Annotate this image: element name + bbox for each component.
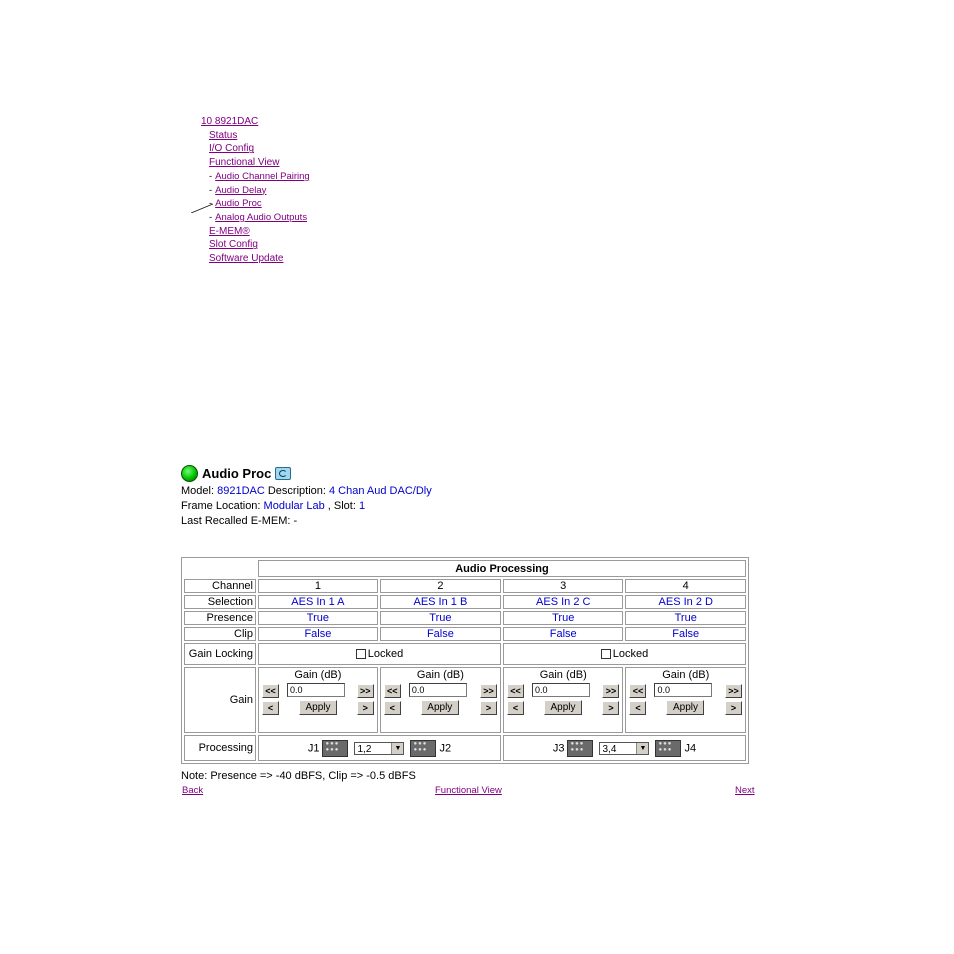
nav-status-link[interactable]: Status [209,129,238,141]
status-led-icon [181,465,198,482]
dash: - [209,211,213,223]
gain-db-label: Gain (dB) [416,669,464,681]
module-info [181,484,432,529]
footer-functional-view [435,785,502,796]
nav-subitem [201,184,310,198]
presence-label: Presence [184,611,256,625]
channel-3-gain-input[interactable] [532,683,590,697]
model-label: Model: [181,485,215,497]
callout-pointer-line [191,203,213,213]
apply-button[interactable]: Apply [421,700,459,715]
gain-fast-down-button[interactable]: << [507,684,524,698]
channel-1-number: 1 [258,579,378,593]
connector-j3-icon [567,740,593,757]
frame-value: Modular Lab [263,500,325,512]
nav-emem-link[interactable]: E-MEM® [209,225,250,237]
table-title: Audio Processing [258,560,746,577]
connector-j4-icon [655,740,681,757]
gain-lock-12 [258,643,501,665]
refresh-icon[interactable] [275,467,291,480]
nav-subitem [201,197,310,211]
locked-label: Locked [612,648,649,660]
apply-button[interactable]: Apply [299,700,337,715]
pair-34-value: 3,4 [602,743,617,755]
gain-down-button[interactable]: < [507,701,524,715]
channel-1-gain-input[interactable] [287,683,345,697]
clip-label: Clip [184,627,256,641]
locked-label: Locked [367,648,404,660]
gain-fast-up-button[interactable]: >> [725,684,742,698]
gain-up-button[interactable]: > [602,701,619,715]
slot-value: 1 [358,500,366,512]
pair-12-value: 1,2 [357,743,372,755]
footer-back [182,785,203,796]
channel-2-presence: True [380,611,501,625]
description-value: 4 Chan Aud DAC/Dly [329,485,432,497]
channel-4-number: 4 [625,579,746,593]
j4-label: J4 [684,741,697,754]
nav-subitem [201,170,310,184]
gain-db-label: Gain (dB) [539,669,587,681]
channel-3-clip: False [503,627,624,641]
table-row [184,579,746,593]
table-row [184,667,746,733]
channel-4-selection: AES In 2 D [625,595,746,609]
j2-label: J2 [439,741,452,754]
gain-down-button[interactable]: < [629,701,646,715]
nav-subitem [201,211,310,225]
processing-label: Processing [184,735,256,761]
nav-tree [201,115,310,266]
dash: - [209,198,213,210]
channel-3-number: 3 [503,579,624,593]
functional-view-link[interactable]: Functional View [435,785,502,796]
description-label: Description: [267,485,326,497]
page-title: Audio Proc [202,465,272,481]
channel-1-selection: AES In 1 A [258,595,378,609]
apply-button[interactable]: Apply [666,700,704,715]
table-row [184,627,746,641]
channel-4-clip: False [625,627,746,641]
channel-label: Channel [184,579,256,593]
nav-root-link[interactable]: 10 8921DAC [201,116,259,127]
gain-lock-34-checkbox[interactable] [601,649,611,659]
selection-label: Selection [184,595,256,609]
channel-3-presence: True [503,611,624,625]
nav-audio-proc-link[interactable]: Audio Proc [215,198,262,210]
table-row [184,643,746,665]
j3-label: J3 [552,741,565,754]
gain-down-button[interactable]: < [384,701,401,715]
gain-db-label: Gain (dB) [662,669,710,681]
nav-slot-config-link[interactable]: Slot Config [209,239,258,251]
gain-fast-down-button[interactable]: << [262,684,279,698]
channel-2-clip: False [380,627,501,641]
gain-fast-up-button[interactable]: >> [357,684,374,698]
nav-functional-view-link[interactable]: Functional View [209,157,280,169]
gain-up-button[interactable]: > [357,701,374,715]
empty-corner [184,560,256,577]
gain-fast-up-button[interactable]: >> [602,684,619,698]
gain-down-button[interactable]: < [262,701,279,715]
gain-fast-down-button[interactable]: << [629,684,646,698]
gain-fast-up-button[interactable]: >> [480,684,497,698]
note-text: Note: Presence => -40 dBFS, Clip => -0.5 dBFS [181,770,416,782]
nav-software-update-link[interactable]: Software Update [209,253,284,265]
channel-4-gain-input[interactable] [654,683,712,697]
gain-lock-34 [503,643,746,665]
recalled-label: Last Recalled E-MEM: [181,515,291,527]
connector-j2-icon [410,740,436,757]
channel-3-selection: AES In 2 C [503,595,624,609]
slot-label: , Slot: [327,500,356,512]
nav-analog-audio-outputs-link[interactable]: Analog Audio Outputs [215,211,308,223]
gain-fast-down-button[interactable]: << [384,684,401,698]
back-link[interactable]: Back [182,785,204,796]
page-header [181,464,432,529]
gain-up-button[interactable]: > [725,701,742,715]
nav-io-config-link[interactable]: I/O Config [209,143,255,155]
table-row [184,735,746,761]
channel-4-presence: True [625,611,746,625]
processing-12 [258,735,501,761]
processing-34 [503,735,746,761]
connector-j1-icon [322,740,348,757]
next-link[interactable]: Next [735,785,755,796]
model-value: 8921DAC [217,485,265,497]
channel-2-selection: AES In 1 B [380,595,501,609]
table-row [184,595,746,609]
j1-label: J1 [307,741,320,754]
channel-2-gain-input[interactable] [409,683,467,697]
apply-button[interactable]: Apply [544,700,582,715]
channel-1-presence: True [258,611,378,625]
chevron-down-icon[interactable]: ▼ [636,743,648,754]
channel-4-gain-control [625,667,746,733]
gain-up-button[interactable]: > [480,701,497,715]
channel-1-clip: False [258,627,378,641]
dash: - [209,170,213,182]
pair-12-select[interactable] [354,742,404,755]
channel-3-gain-control [503,667,624,733]
nav-audio-channel-pairing-link[interactable]: Audio Channel Pairing [215,170,310,182]
audio-processing-table [181,557,749,764]
frame-label: Frame Location: [181,500,261,512]
channel-1-gain-control [258,667,378,733]
nav-audio-delay-link[interactable]: Audio Delay [215,184,267,196]
gain-label: Gain [184,667,256,733]
pair-34-select[interactable] [599,742,649,755]
footer-next [735,785,755,796]
chevron-down-icon[interactable]: ▼ [391,743,403,754]
table-row [184,611,746,625]
gain-locking-label: Gain Locking [184,643,256,665]
gain-db-label: Gain (dB) [294,669,342,681]
channel-2-number: 2 [380,579,501,593]
gain-lock-12-checkbox[interactable] [356,649,366,659]
dash: - [209,184,213,196]
recalled-value: - [293,515,298,527]
channel-2-gain-control [380,667,501,733]
